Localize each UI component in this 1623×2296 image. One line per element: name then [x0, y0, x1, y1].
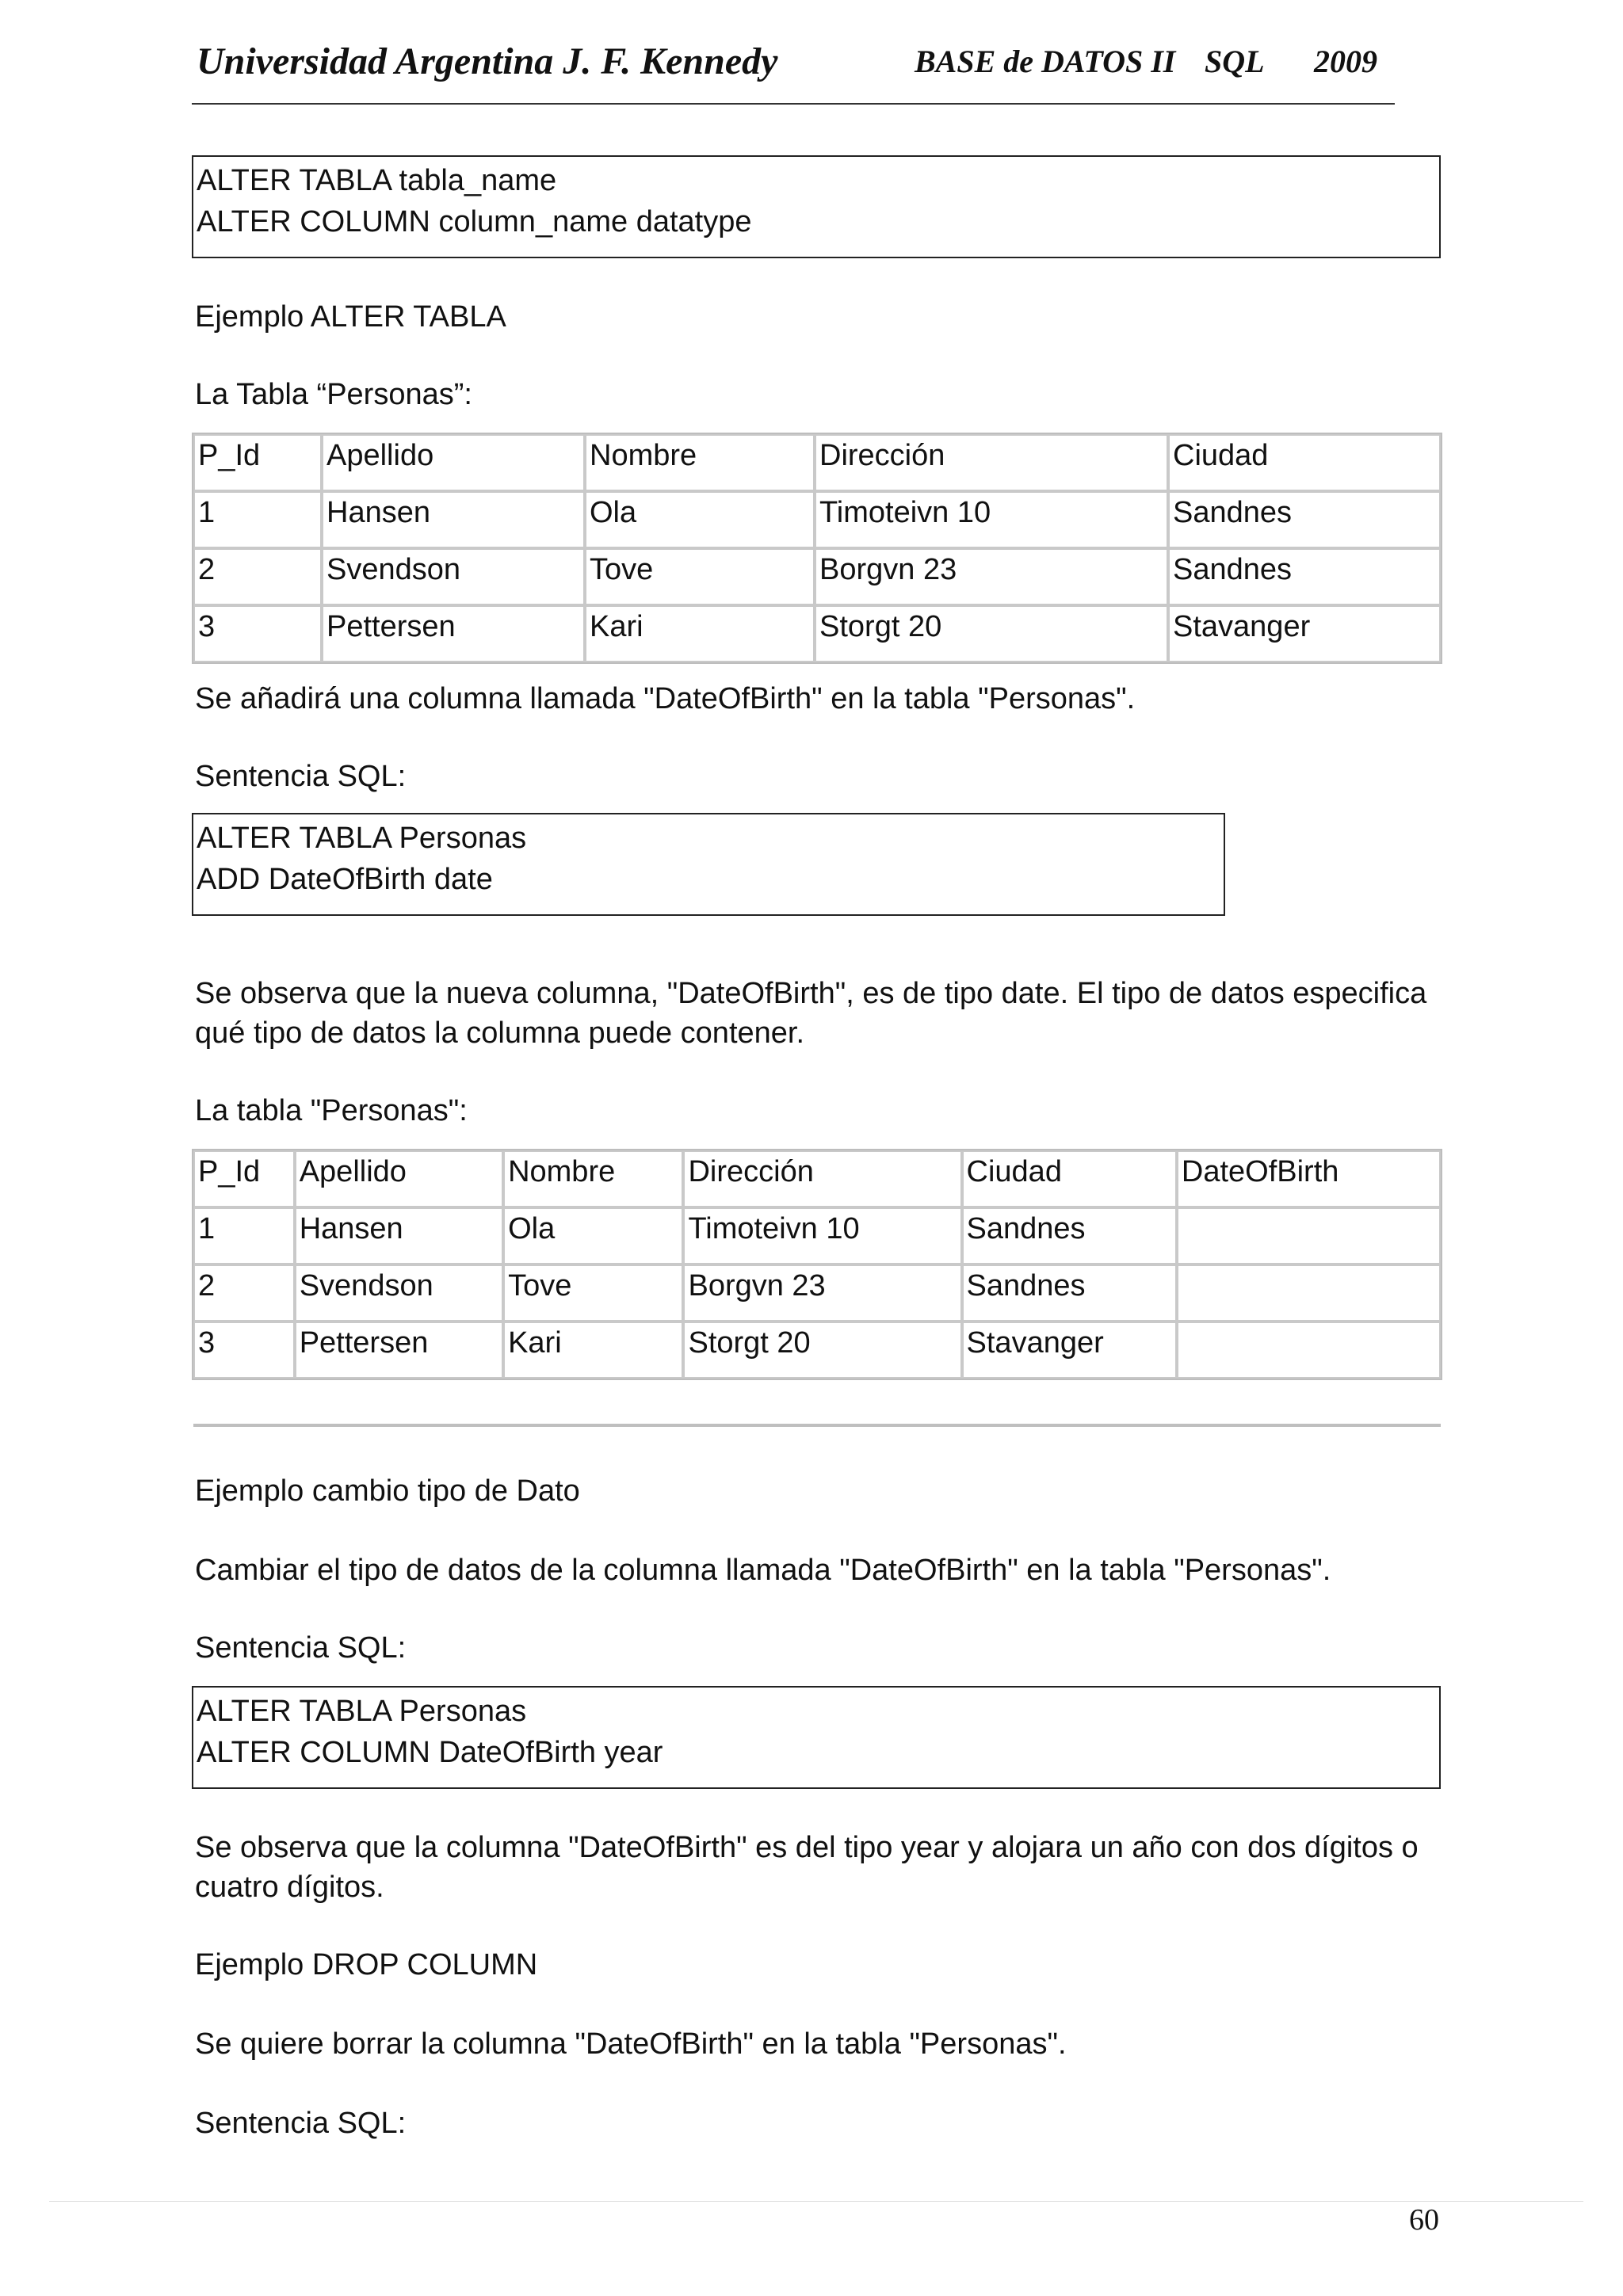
table-row: [193, 605, 1441, 662]
table-cell: Hansen: [322, 491, 585, 548]
code-add-column-box: [192, 813, 1225, 916]
label-sql-statement: Sentencia SQL:: [195, 1631, 407, 1665]
column-header: Ciudad: [962, 1150, 1177, 1207]
table-cell: Sandnes: [962, 1207, 1177, 1264]
code-line: ALTER TABLA tabla_name: [197, 164, 557, 197]
code-line: ADD DateOfBirth date: [197, 863, 493, 896]
horizontal-rule: [193, 1424, 1441, 1427]
code-alter-column-box: [192, 1686, 1441, 1789]
table-cell: Sandnes: [1168, 491, 1441, 548]
table-cell: [1177, 1264, 1441, 1322]
column-header: Nombre: [585, 434, 815, 491]
column-header: Apellido: [295, 1150, 503, 1207]
heading-drop-column: Ejemplo DROP COLUMN: [195, 1948, 538, 1981]
column-header: P_Id: [193, 434, 322, 491]
table-cell: Ola: [585, 491, 815, 548]
table-row: [193, 1264, 1441, 1322]
label-table-personas: La Tabla “Personas”:: [195, 378, 472, 411]
table-row: [193, 1207, 1441, 1264]
table-cell: 3: [193, 605, 322, 662]
text-observe-date-cont: qué tipo de datos la columna puede contener.: [195, 1016, 805, 1050]
syntax-alter-column-box: [192, 155, 1441, 258]
table-cell: Borgvn 23: [683, 1264, 961, 1322]
code-line: ALTER TABLA Personas: [197, 822, 527, 855]
table-cell: Storgt 20: [815, 605, 1168, 662]
table-cell: Sandnes: [962, 1264, 1177, 1322]
code-line: ALTER TABLA Personas: [197, 1695, 527, 1728]
table-cell: Timoteivn 10: [683, 1207, 961, 1264]
table-cell: Timoteivn 10: [815, 491, 1168, 548]
table-cell: Kari: [503, 1322, 683, 1379]
column-header: DateOfBirth: [1177, 1150, 1441, 1207]
table-personas: [192, 433, 1442, 664]
header-year: 2009: [1314, 44, 1377, 79]
heading-alter-example: Ejemplo ALTER TABLA: [195, 300, 506, 334]
label-table-personas-updated: La tabla "Personas":: [195, 1094, 468, 1127]
course-name: BASE de DATOS II: [915, 44, 1176, 79]
table-cell: 2: [193, 548, 322, 605]
table-cell: Borgvn 23: [815, 548, 1168, 605]
table-cell: [1177, 1207, 1441, 1264]
table-cell: Tove: [585, 548, 815, 605]
column-header: Ciudad: [1168, 434, 1441, 491]
table-personas-updated: [192, 1149, 1442, 1380]
footer-divider: [49, 2201, 1583, 2202]
page-header: [192, 36, 1395, 105]
table-cell: Svendson: [322, 548, 585, 605]
table-cell: [1177, 1322, 1441, 1379]
text-observe-year: Se observa que la columna "DateOfBirth" es del tipo year y alojara un año con dos dígitos o: [195, 1831, 1419, 1864]
table-cell: Sandnes: [1168, 548, 1441, 605]
table-cell: Hansen: [295, 1207, 503, 1264]
text-drop-column: Se quiere borrar la columna "DateOfBirth" en la tabla "Personas".: [195, 2027, 1067, 2061]
column-header: P_Id: [193, 1150, 295, 1207]
table-row: [193, 491, 1441, 548]
table-row: [193, 1322, 1441, 1379]
table-cell: Stavanger: [962, 1322, 1177, 1379]
table-cell: Kari: [585, 605, 815, 662]
table-cell: Pettersen: [295, 1322, 503, 1379]
topic-label: SQL: [1205, 44, 1265, 79]
table-cell: Svendson: [295, 1264, 503, 1322]
column-header: Nombre: [503, 1150, 683, 1207]
column-header: Dirección: [815, 434, 1168, 491]
table-cell: Storgt 20: [683, 1322, 961, 1379]
table-cell: Pettersen: [322, 605, 585, 662]
table-header-row: [193, 434, 1441, 491]
table-header-row: [193, 1150, 1441, 1207]
page-number: 60: [1409, 2203, 1439, 2237]
column-header: Dirección: [683, 1150, 961, 1207]
code-line: ALTER COLUMN column_name datatype: [197, 205, 752, 238]
text-add-column: Se añadirá una columna llamada "DateOfBirth" en la tabla "Personas".: [195, 682, 1136, 715]
code-line: ALTER COLUMN DateOfBirth year: [197, 1736, 663, 1769]
text-observe-year-cont: cuatro dígitos.: [195, 1871, 384, 1904]
text-change-type: Cambiar el tipo de datos de la columna llamada "DateOfBirth" en la tabla "Personas".: [195, 1554, 1331, 1587]
heading-change-type: Ejemplo cambio tipo de Dato: [195, 1474, 580, 1508]
table-cell: 2: [193, 1264, 295, 1322]
label-sql-statement: Sentencia SQL:: [195, 760, 407, 793]
table-cell: 1: [193, 491, 322, 548]
table-cell: Ola: [503, 1207, 683, 1264]
table-cell: Stavanger: [1168, 605, 1441, 662]
table-cell: 3: [193, 1322, 295, 1379]
table-row: [193, 548, 1441, 605]
column-header: Apellido: [322, 434, 585, 491]
table-cell: Tove: [503, 1264, 683, 1322]
table-cell: 1: [193, 1207, 295, 1264]
university-name: Universidad Argentina J. F. Kennedy: [197, 40, 778, 82]
label-sql-statement: Sentencia SQL:: [195, 2107, 407, 2140]
text-observe-date: Se observa que la nueva columna, "DateOfBirth", es de tipo date. El tipo de datos especifica: [195, 977, 1427, 1010]
